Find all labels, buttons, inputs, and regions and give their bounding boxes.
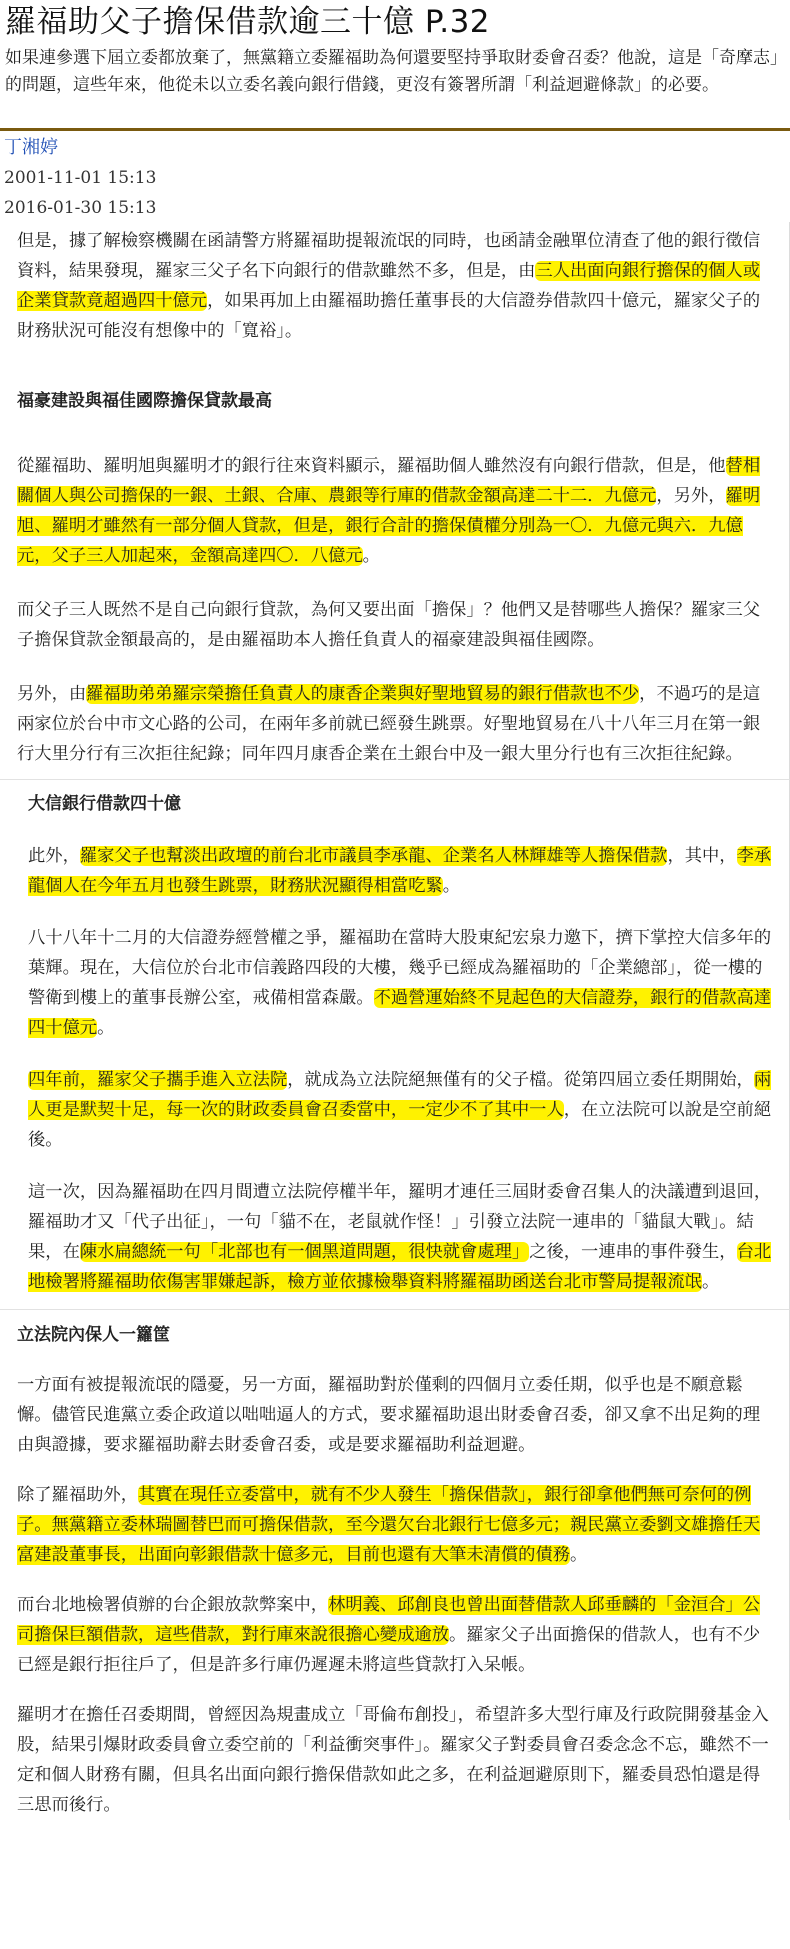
paragraph: 從羅福助、羅明旭與羅明才的銀行往來資料顯示，羅福助個人雖然沒有向銀行借款，但是，他替相關個人與公司擔保的一銀、土銀、合庫、農銀等行庫的借款金額高達二十二．九億元，另外，羅明旭、羅明才雖然有一部分個人貸款，但是，銀行合計的擔保債權分別為一〇．九億元與六．九億元，父子三人加起來，金額高達四〇．八億元。: [17, 456, 761, 566]
highlight: 替相關個人與公司擔保的一銀、土銀、合庫、農銀等行庫的借款金額高達二十二．九億元: [17, 456, 761, 506]
highlight: 兩人更是默契十足，每一次的財政委員會召委當中，一定少不了其中一人: [28, 1070, 772, 1120]
paragraph: 一方面有被提報流氓的隱憂，另一方面，羅福助對於僅剩的四個月立委任期，似乎也是不願意鬆懈。儘管民進黨立委企政道以咄咄逼人的方式，要求羅福助退出財委會召委，卻又拿不出足夠的理由與證據，要求羅福助辭去財委會召委，或是要求羅福助利益迴避。: [17, 1375, 761, 1455]
article-title: 羅福助父子擔保借款逾三十億 P.32: [5, 4, 491, 40]
paragraph: 而台北地檢署偵辦的台企銀放款弊案中，林明義、邱創良也曾出面替借款人邱垂麟的「金洹合」公司擔保巨額借款，這些借款，對行庫來說很擔心變成逾放。羅家父子出面擔保的借款人，也有不少已經是銀行拒往戶了，但是許多行庫仍遲遲未將這些貸款打入呆帳。: [17, 1595, 761, 1675]
title-divider: [0, 128, 790, 131]
highlight: 台北地檢署將羅福助依傷害罪嫌起訴，檢方並依據檢舉資料將羅福助函送台北市警局提報流氓: [28, 1242, 772, 1292]
highlight: 三人出面向銀行擔保的個人或企業貸款竟超過四十億元: [17, 261, 761, 311]
highlight: 林明義、邱創良也曾出面替借款人邱垂麟的「金洹合」公司擔保巨額借款，這些借款，對行庫來說很擔心變成逾放: [17, 1595, 761, 1645]
paragraph: 另外，由羅福助弟弟羅宗榮擔任負責人的康香企業與好聖地貿易的銀行借款也不少，不過巧的是這兩家位於台中市文心路的公司，在兩年多前就已經發生跳票。好聖地貿易在八十八年三月在第一銀行大里分行有三次拒往紀錄；同年四月康香企業在土銀台中及一銀大里分行也有三次拒往紀錄。: [17, 684, 761, 764]
highlight: 不過營運始終不見起色的大信證券，銀行的借款高達四十億元: [28, 988, 772, 1038]
paragraph: 羅明才在擔任召委期間，曾經因為規畫成立「哥倫布創投」，希望許多大型行庫及行政院開發基金入股，結果引爆財政委員會立委空前的「利益衝突事件」。羅家父子對委員會召委念念不忘，雖然不一定和個人財務有關，但具名出面向銀行擔保借款如此之多，在利益迴避原則下，羅委員恐怕還是得三思而後行。: [17, 1705, 769, 1815]
highlight: 羅福助弟弟羅宗榮擔任負責人的康香企業與好聖地貿易的銀行借款也不少: [86, 684, 640, 704]
article-lede: 如果連參選下屆立委都放棄了，無黨籍立委羅福助為何還要堅持爭取財委會召委？他說，這是「奇摩志」的問題，這些年來，他從未以立委名義向銀行借錢，更沒有簽署所謂「利益迴避條款」的必要。: [5, 48, 779, 95]
highlight: 羅明旭、羅明才雖然有一部分個人貸款，但是，銀行合計的擔保債權分別為一〇．九億元與六．九億元，父子三人加起來，金額高達四〇．八億元: [17, 486, 761, 566]
section-guarantors: [0, 1309, 790, 1820]
paragraph: 八十八年十二月的大信證券經營權之爭，羅福助在當時大股東紀宏泉力邀下，擠下掌控大信多年的葉輝。現在，大信位於台北市信義路四段的大樓，幾乎已經成為羅福助的「企業總部」，從一樓的警衛到樓上的董事長辦公室，戒備相當森嚴。不過營運始終不見起色的大信證券，銀行的借款高達四十億元。: [28, 928, 772, 1038]
section-dacin: [0, 779, 790, 1309]
paragraph: 此外，羅家父子也幫淡出政壇的前台北市議員李承龍、企業名人林輝雄等人擔保借款，其中，李承龍個人在今年五月也發生跳票，財務狀況顯得相當吃緊。: [28, 846, 772, 896]
section-heading: 大信銀行借款四十億: [28, 794, 181, 814]
paragraph: 除了羅福助外，其實在現任立委當中，就有不少人發生「擔保借款」，銀行卻拿他們無可奈何的例子。無黨籍立委林瑞圖替巴而可擔保借款，至今還欠台北銀行七億多元；親民黨立委劉文雄擔任天富建設董事長，出面向彰銀借款十億多元，目前也還有大筆未清償的債務。: [17, 1485, 761, 1565]
highlight: 陳水扁總統一句「北部也有一個黑道問題，很快就會處理」: [79, 1242, 530, 1262]
author-link[interactable]: 丁湘婷: [4, 137, 58, 158]
paragraph: 但是，據了解檢察機關在函請警方將羅福助提報流氓的同時，也函請金融單位清查了他的銀行徵信資料，結果發現，羅家三父子名下向銀行的借款雖然不多，但是，由三人出面向銀行擔保的個人或企業貸款竟超過四十億元，如果再加上由羅福助擔任董事長的大信證券借款四十億元，羅家父子的財務狀況可能沒有想像中的「寬裕」。: [17, 231, 761, 341]
highlight: 羅家父子也幫淡出政壇的前台北市議員李承龍、企業名人林輝雄等人擔保借款: [79, 846, 668, 866]
publish-date: 2001-11-01 15:13: [4, 168, 157, 188]
article-body: [0, 222, 790, 1820]
section-heading: 立法院內保人一籮筐: [17, 1325, 170, 1345]
paragraph: 而父子三人既然不是自己向銀行貸款，為何又要出面「擔保」？他們又是替哪些人擔保？羅家三父子擔保貸款金額最高的，是由羅福助本人擔任負責人的福豪建設與福佳國際。: [17, 600, 761, 650]
section-heading: 福豪建設與福佳國際擔保貸款最高: [17, 391, 272, 411]
section-intro: [0, 222, 790, 779]
update-date: 2016-01-30 15:13: [4, 198, 157, 218]
highlight: 李承龍個人在今年五月也發生跳票，財務狀況顯得相當吃緊: [28, 846, 772, 896]
paragraph: 四年前，羅家父子攜手進入立法院，就成為立法院絕無僅有的父子檔。從第四屆立委任期開始，兩人更是默契十足，每一次的財政委員會召委當中，一定少不了其中一人，在立法院可以說是空前絕後。: [28, 1070, 772, 1150]
highlight: 四年前，羅家父子攜手進入立法院: [28, 1070, 288, 1090]
paragraph: 這一次，因為羅福助在四月間遭立法院停權半年，羅明才連任三屆財委會召集人的決議遭到退回，羅福助才又「代子出征」，一句「貓不在，老鼠就作怪！」引發立法院一連串的「貓鼠大戰」。結果，在陳水扁總統一句「北部也有一個黑道問題，很快就會處理」之後，一連串的事件發生，台北地檢署將羅福助依傷害罪嫌起訴，檢方並依據檢舉資料將羅福助函送台北市警局提報流氓。: [28, 1182, 772, 1292]
highlight: 其實在現任立委當中，就有不少人發生「擔保借款」，銀行卻拿他們無可奈何的例子。無黨籍立委林瑞圖替巴而可擔保借款，至今還欠台北銀行七億多元；親民黨立委劉文雄擔任天富建設董事長，出面向彰銀借款十億多元，目前也還有大筆未清償的債務: [17, 1485, 761, 1565]
